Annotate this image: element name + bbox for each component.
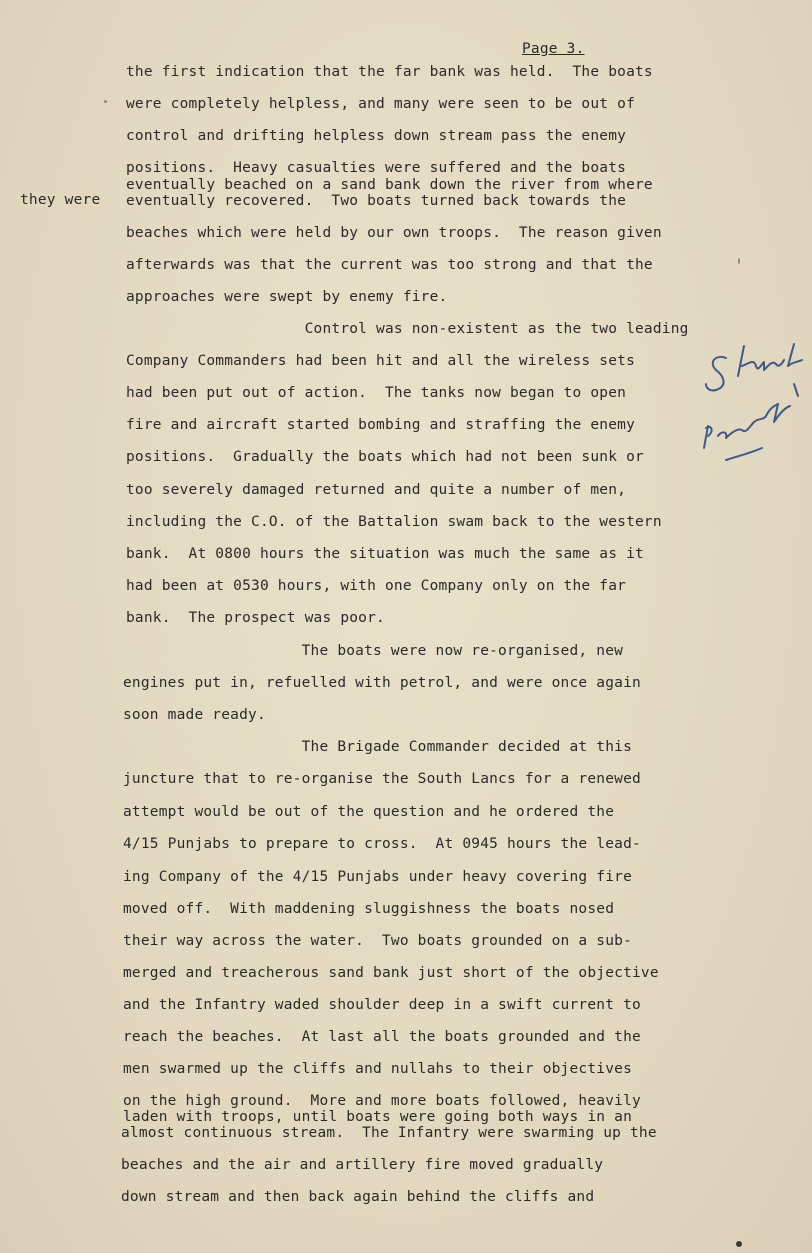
text-line: control and drifting helpless down stream pass the enemy xyxy=(126,128,627,144)
ink-speck xyxy=(104,100,107,103)
text-line: soon made ready. xyxy=(123,707,266,723)
page-number: Page 3. xyxy=(522,41,585,57)
text-line: The Brigade Commander decided at this xyxy=(123,739,632,755)
text-line: merged and treacherous sand bank just short of the objective xyxy=(123,965,659,981)
text-line: had been at 0530 hours, with one Company only on the far xyxy=(126,578,627,594)
text-line: their way across the water. Two boats grounded on a sub- xyxy=(123,933,632,949)
text-line: were completely helpless, and many were seen to be out of xyxy=(126,96,635,112)
text-line: had been put out of action. The tanks now began to open xyxy=(126,385,627,401)
text-line: the first indication that the far bank was held. The boats xyxy=(126,64,653,80)
text-line: afterwards was that the current was too strong and that the xyxy=(126,257,653,273)
text-line: attempt would be out of the question and he ordered the xyxy=(123,804,615,820)
text-line: engines put in, refuelled with petrol, and were once again xyxy=(123,675,641,691)
text-line: The boats were now re-organised, new xyxy=(123,643,624,659)
text-line: 4/15 Punjabs to prepare to cross. At 0945 hours the lead- xyxy=(123,836,641,852)
text-line: eventually recovered. Two boats turned back towards the xyxy=(126,193,627,209)
text-line: laden with troops, until boats were going both ways in an xyxy=(123,1109,632,1125)
ink-speck xyxy=(738,258,740,264)
text-line: on the high ground. More and more boats followed, heavily xyxy=(123,1093,641,1109)
text-line: positions. Heavy casualties were suffered and the boats xyxy=(126,160,627,176)
text-line: moved off. With maddening sluggishness the boats nosed xyxy=(123,901,615,917)
text-line: reach the beaches. At last all the boats grounded and the xyxy=(123,1029,641,1045)
text-line: men swarmed up the cliffs and nullahs to their objectives xyxy=(123,1061,632,1077)
text-line: beaches which were held by our own troops. The reason given xyxy=(126,225,662,241)
text-line: fire and aircraft started bombing and straffing the enemy xyxy=(126,417,635,433)
ink-speck xyxy=(736,1241,742,1247)
text-line: ing Company of the 4/15 Punjabs under heavy covering fire xyxy=(123,869,632,885)
text-line: too severely damaged returned and quite a number of men, xyxy=(126,482,627,498)
text-line: down stream and then back again behind the cliffs and xyxy=(121,1189,595,1205)
text-line: including the C.O. of the Battalion swam back to the western xyxy=(126,514,662,530)
text-line: almost continuous stream. The Infantry were swarming up the xyxy=(121,1125,657,1141)
text-line: approaches were swept by enemy fire. xyxy=(126,289,448,305)
text-line: positions. Gradually the boats which had not been sunk or xyxy=(126,449,644,465)
text-line: eventually beached on a sand bank down the river from where xyxy=(126,177,653,193)
text-line: bank. At 0800 hours the situation was much the same as it xyxy=(126,546,644,562)
text-line: bank. The prospect was poor. xyxy=(126,610,385,626)
text-line: beaches and the air and artillery fire moved gradually xyxy=(121,1157,604,1173)
text-line: Control was non-existent as the two leading xyxy=(126,321,689,337)
text-line: juncture that to re-organise the South Lancs for a renewed xyxy=(123,771,641,787)
handwritten-annotation xyxy=(698,336,808,466)
text-line: Company Commanders had been hit and all the wireless sets xyxy=(126,353,635,369)
margin-note: they were xyxy=(20,192,101,208)
text-line: and the Infantry waded shoulder deep in a swift current to xyxy=(123,997,641,1013)
